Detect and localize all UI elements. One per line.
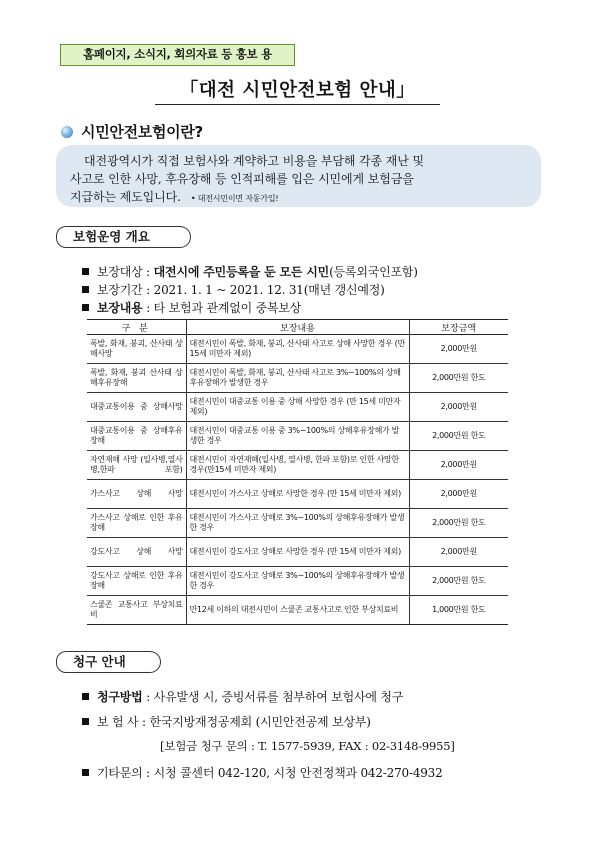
coverage-target-extra: (등록외국인포함) bbox=[329, 265, 418, 279]
table-row bbox=[87, 364, 508, 393]
row-desc: 대전시민이 폭발, 화재, 붕괴, 산사태 사고로 상해 사망한 경우 (만 15세 미만자 제외) bbox=[186, 335, 409, 364]
row-category: 대중교통이용 중 상해후유장해 bbox=[87, 422, 186, 451]
table-row bbox=[87, 393, 508, 422]
insurer-text: 보 험 사 : 한국지방재정공제회 (시민안전공제 보상부) bbox=[97, 715, 371, 729]
row-amount: 2,000만원 bbox=[409, 480, 508, 509]
section-tag-overview-label: 보험운영 개요 bbox=[73, 229, 150, 244]
row-desc: 대전시민이 강도사고 상해로 사망한 경우 (만 15세 미만자 제외) bbox=[186, 538, 409, 567]
table-row bbox=[87, 451, 508, 480]
intro-line-3: 지급하는 제도입니다. bbox=[70, 190, 181, 204]
other-inquiry-text: 기타문의 : 시청 콜센터 042-120, 시청 안전정책과 042-270-4932 bbox=[97, 766, 443, 780]
square-bullet-icon bbox=[82, 268, 89, 275]
square-bullet-icon bbox=[82, 304, 89, 311]
coverage-content-value: : 타 보험과 관계없이 중복보상 bbox=[142, 301, 302, 315]
promo-label: 홈페이지, 소식지, 회의자료 등 홍보 용 bbox=[60, 44, 295, 66]
row-desc: 대전시민이 대중교통 이용 중 상해 사망한 경우 (만 15세 미만자 제외) bbox=[186, 393, 409, 422]
header-amount: 보장금액 bbox=[409, 320, 508, 335]
row-desc: 대전시민이 가스사고 상해로 사망한 경우 (만 15세 미만자 제외) bbox=[186, 480, 409, 509]
square-bullet-icon bbox=[82, 286, 89, 293]
section-tag-overview bbox=[56, 226, 178, 248]
row-amount: 2,000만원 한도 bbox=[409, 509, 508, 538]
row-desc: 대전시민이 폭발, 화재, 붕괴, 산사태 사고로 3%~100%의 상해후유장해가 발생한 경우 bbox=[186, 364, 409, 393]
row-amount: 2,000만원 bbox=[409, 393, 508, 422]
row-category: 스쿨존 교통사고 부상치료비 bbox=[87, 596, 186, 625]
row-desc: 대전시민이 대중교통 이용 중 3%~100%의 상해후유장해가 발생한 경우 bbox=[186, 422, 409, 451]
sphere-bullet-icon bbox=[61, 126, 73, 138]
row-amount: 2,000만원 한도 bbox=[409, 422, 508, 451]
table-row bbox=[87, 596, 508, 625]
auto-enroll-note: • 대전시민이면 자동가입! bbox=[190, 194, 279, 203]
section-tag-claim-label: 청구 안내 bbox=[73, 654, 126, 669]
square-bullet-icon bbox=[82, 693, 89, 700]
row-amount: 2,000만원 한도 bbox=[409, 567, 508, 596]
row-amount: 2,000만원 한도 bbox=[409, 364, 508, 393]
row-amount: 2,000만원 bbox=[409, 538, 508, 567]
row-category: 가스사고 상해 사망 bbox=[87, 480, 186, 509]
page-title: 「대전 시민안전보험 안내」 bbox=[179, 80, 416, 101]
row-category: 폭발, 화재, 붕괴 산사태 상해후유장해 bbox=[87, 364, 186, 393]
table-row bbox=[87, 422, 508, 451]
header-coverage: 보장내용 bbox=[186, 320, 409, 335]
coverage-target-value: 대전시에 주민등록을 둔 모든 시민 bbox=[153, 265, 330, 279]
coverage-table bbox=[87, 319, 508, 625]
coverage-target-label: 보장대상 : bbox=[97, 265, 151, 279]
row-desc: 대전시민이 강도사고 상해로 3%~100%의 상해후유장해가 발생한 경우 bbox=[186, 567, 409, 596]
row-amount: 2,000만원 bbox=[409, 335, 508, 364]
other-inquiry-line bbox=[82, 764, 443, 781]
table-row bbox=[87, 480, 508, 509]
row-category: 강도사고 상해 사망 bbox=[87, 538, 186, 567]
row-category: 대중교통이용 중 상해사망 bbox=[87, 393, 186, 422]
coverage-target-line bbox=[82, 263, 418, 280]
coverage-period: 보장기간 : 2021. 1. 1 ~ 2021. 12. 31(매년 갱신예정) bbox=[97, 283, 385, 297]
claim-method-value: : 사유발생 시, 증빙서류를 첨부하여 보험사에 청구 bbox=[142, 690, 404, 704]
coverage-content-line bbox=[82, 299, 301, 316]
table-header-row bbox=[87, 320, 508, 335]
table-row bbox=[87, 509, 508, 538]
header-category: 구 분 bbox=[87, 320, 186, 335]
section-title-what-is: 시민안전보험이란? bbox=[81, 123, 203, 141]
claim-method-label: 청구방법 bbox=[97, 690, 143, 704]
table-row bbox=[87, 538, 508, 567]
title-underline bbox=[155, 104, 440, 105]
intro-line-2: 사고로 인한 사망, 후유장해 등 인적피해를 입은 시민에게 보험금을 bbox=[70, 172, 414, 186]
table-row bbox=[87, 335, 508, 364]
row-desc: 만12세 이하의 대전시민이 스쿨존 교통사고로 인한 부상치료비 bbox=[186, 596, 409, 625]
square-bullet-icon bbox=[82, 718, 89, 725]
row-desc: 대전시민이 가스사고 상해로 3%~100%의 상해후유장해가 발생한 경우 bbox=[186, 509, 409, 538]
table-row bbox=[87, 567, 508, 596]
row-amount: 2,000만원 bbox=[409, 451, 508, 480]
row-category: 폭발, 화재, 붕괴, 산사태 상해사망 bbox=[87, 335, 186, 364]
row-category: 강도사고 상해로 인한 후유장해 bbox=[87, 567, 186, 596]
section-tag-claim bbox=[56, 651, 148, 673]
row-amount: 1,000만원 한도 bbox=[409, 596, 508, 625]
row-category: 자연재해 사망 (일사병,열사병,한파 포함) bbox=[87, 451, 186, 480]
coverage-period-line bbox=[82, 281, 385, 298]
row-category: 가스사고 상해로 인한 후유장해 bbox=[87, 509, 186, 538]
claim-method-line bbox=[82, 688, 403, 705]
row-desc: 대전시민이 자연재해(일사병, 열사병, 한파 포함)로 인한 사망한 경우(만15세 미만자 제외) bbox=[186, 451, 409, 480]
coverage-content-label: 보장내용 bbox=[97, 301, 143, 315]
intro-box bbox=[56, 145, 541, 207]
insurer-line bbox=[82, 713, 371, 730]
claim-contact: [보험금 청구 문의 : T. 1577-5939, FAX : 02-3148-9955] bbox=[160, 739, 455, 753]
square-bullet-icon bbox=[82, 769, 89, 776]
intro-line-1: 대전광역시가 직접 보험사와 계약하고 비용을 부담해 각종 재난 및 bbox=[84, 154, 425, 168]
